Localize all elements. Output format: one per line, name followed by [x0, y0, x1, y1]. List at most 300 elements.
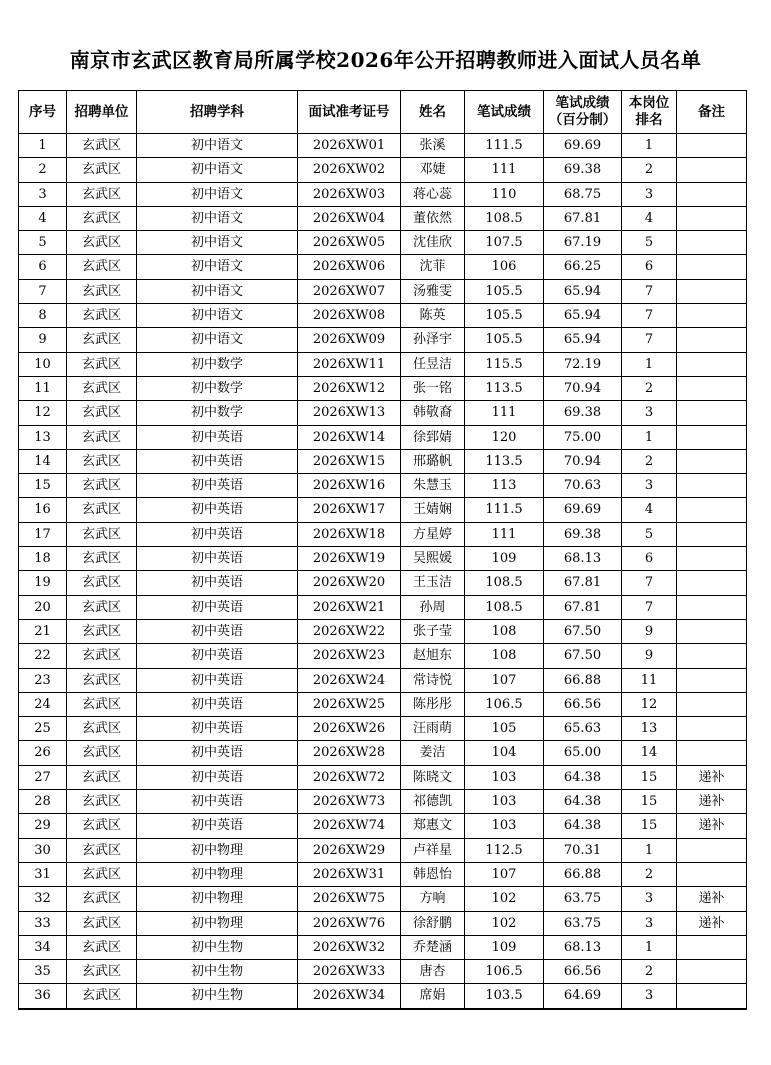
- cell-score: 103.5: [465, 984, 544, 1009]
- cell-exam-id: 2026XW04: [298, 206, 401, 230]
- cell-name: 汤雅雯: [401, 279, 465, 303]
- cell-name: 祁德凯: [401, 790, 465, 814]
- cell-name: 汪雨萌: [401, 717, 465, 741]
- cell-note: [677, 960, 747, 984]
- table-row: [19, 134, 747, 158]
- cell-score-pct: 66.88: [544, 862, 622, 886]
- cell-score: 102: [465, 887, 544, 911]
- header-score-pct-line1: 笔试成绩: [555, 95, 610, 111]
- cell-rank: 3: [622, 887, 677, 911]
- cell-subject: 初中物理: [137, 911, 298, 935]
- cell-unit: 玄武区: [67, 692, 137, 716]
- cell-score-pct: 72.19: [544, 352, 622, 376]
- cell-note: [677, 595, 747, 619]
- cell-exam-id: 2026XW73: [298, 790, 401, 814]
- cell-subject: 初中英语: [137, 692, 298, 716]
- cell-no: 26: [19, 741, 67, 765]
- cell-note: [677, 498, 747, 522]
- cell-score-pct: 69.38: [544, 522, 622, 546]
- cell-note: [677, 279, 747, 303]
- cell-subject: 初中英语: [137, 425, 298, 449]
- cell-name: 王婧娴: [401, 498, 465, 522]
- cell-no: 8: [19, 304, 67, 328]
- cell-score: 108.5: [465, 595, 544, 619]
- cell-name: 姜洁: [401, 741, 465, 765]
- table-row: [19, 960, 747, 984]
- table-row: [19, 328, 747, 352]
- cell-subject: 初中英语: [137, 668, 298, 692]
- cell-unit: 玄武区: [67, 571, 137, 595]
- cell-rank: 5: [622, 522, 677, 546]
- cell-name: 董依然: [401, 206, 465, 230]
- cell-score: 109: [465, 935, 544, 959]
- cell-unit: 玄武区: [67, 474, 137, 498]
- cell-unit: 玄武区: [67, 862, 137, 886]
- cell-unit: 玄武区: [67, 765, 137, 789]
- cell-unit: 玄武区: [67, 984, 137, 1009]
- cell-no: 32: [19, 887, 67, 911]
- cell-name: 郑惠文: [401, 814, 465, 838]
- cell-score: 110: [465, 182, 544, 206]
- cell-subject: 初中英语: [137, 449, 298, 473]
- cell-unit: 玄武区: [67, 814, 137, 838]
- cell-subject: 初中数学: [137, 401, 298, 425]
- cell-unit: 玄武区: [67, 255, 137, 279]
- table-row: [19, 644, 747, 668]
- cell-rank: 1: [622, 935, 677, 959]
- cell-exam-id: 2026XW28: [298, 741, 401, 765]
- cell-score: 103: [465, 790, 544, 814]
- table-row: [19, 206, 747, 230]
- table-row: [19, 887, 747, 911]
- cell-no: 29: [19, 814, 67, 838]
- header-no: 序号: [19, 91, 67, 134]
- cell-note: [677, 474, 747, 498]
- cell-score-pct: 65.63: [544, 717, 622, 741]
- cell-name: 陈晓文: [401, 765, 465, 789]
- cell-score: 113.5: [465, 376, 544, 400]
- cell-name: 陈彤彤: [401, 692, 465, 716]
- cell-unit: 玄武区: [67, 741, 137, 765]
- cell-note: [677, 717, 747, 741]
- cell-score: 107: [465, 668, 544, 692]
- cell-exam-id: 2026XW18: [298, 522, 401, 546]
- cell-rank: 11: [622, 668, 677, 692]
- cell-subject: 初中英语: [137, 765, 298, 789]
- cell-score: 105.5: [465, 328, 544, 352]
- cell-note: [677, 935, 747, 959]
- cell-score-pct: 64.38: [544, 790, 622, 814]
- page-title: 南京市玄武区教育局所属学校2026年公开招聘教师进入面试人员名单: [69, 48, 702, 72]
- cell-name: 席娟: [401, 984, 465, 1009]
- cell-exam-id: 2026XW22: [298, 619, 401, 643]
- cell-no: 25: [19, 717, 67, 741]
- cell-score-pct: 65.94: [544, 328, 622, 352]
- table-row: [19, 522, 747, 546]
- header-score-pct: [544, 91, 622, 134]
- cell-score-pct: 70.94: [544, 449, 622, 473]
- cell-score-pct: 64.38: [544, 814, 622, 838]
- cell-score: 106.5: [465, 692, 544, 716]
- cell-no: 20: [19, 595, 67, 619]
- cell-subject: 初中英语: [137, 790, 298, 814]
- cell-no: 17: [19, 522, 67, 546]
- cell-score: 111: [465, 522, 544, 546]
- header-row: [19, 91, 747, 134]
- cell-name: 方响: [401, 887, 465, 911]
- cell-score-pct: 64.38: [544, 765, 622, 789]
- cell-rank: 14: [622, 741, 677, 765]
- cell-subject: 初中语文: [137, 328, 298, 352]
- cell-no: 4: [19, 206, 67, 230]
- cell-unit: 玄武区: [67, 158, 137, 182]
- cell-rank: 3: [622, 474, 677, 498]
- table-row: [19, 401, 747, 425]
- cell-exam-id: 2026XW16: [298, 474, 401, 498]
- cell-exam-id: 2026XW01: [298, 134, 401, 158]
- cell-exam-id: 2026XW08: [298, 304, 401, 328]
- header-rank-line2: 排名: [635, 112, 663, 128]
- cell-rank: 7: [622, 571, 677, 595]
- cell-score-pct: 63.75: [544, 887, 622, 911]
- cell-unit: 玄武区: [67, 328, 137, 352]
- cell-note: [677, 255, 747, 279]
- cell-note: [677, 376, 747, 400]
- cell-score-pct: 66.56: [544, 692, 622, 716]
- cell-score: 111: [465, 401, 544, 425]
- cell-score: 106: [465, 255, 544, 279]
- cell-name: 韩敬裔: [401, 401, 465, 425]
- cell-exam-id: 2026XW17: [298, 498, 401, 522]
- cell-rank: 13: [622, 717, 677, 741]
- cell-rank: 7: [622, 304, 677, 328]
- cell-exam-id: 2026XW34: [298, 984, 401, 1009]
- cell-note: [677, 619, 747, 643]
- cell-score-pct: 70.63: [544, 474, 622, 498]
- cell-no: 36: [19, 984, 67, 1009]
- cell-score-pct: 67.81: [544, 206, 622, 230]
- cell-unit: 玄武区: [67, 376, 137, 400]
- cell-score: 107.5: [465, 231, 544, 255]
- cell-subject: 初中物理: [137, 862, 298, 886]
- cell-subject: 初中英语: [137, 547, 298, 571]
- cell-score-pct: 68.13: [544, 547, 622, 571]
- cell-no: 9: [19, 328, 67, 352]
- cell-score-pct: 75.00: [544, 425, 622, 449]
- table-row: [19, 984, 747, 1009]
- cell-rank: 7: [622, 328, 677, 352]
- cell-score-pct: 67.81: [544, 595, 622, 619]
- cell-name: 赵旭东: [401, 644, 465, 668]
- cell-subject: 初中英语: [137, 717, 298, 741]
- cell-rank: 3: [622, 182, 677, 206]
- cell-subject: 初中英语: [137, 644, 298, 668]
- cell-note: [677, 547, 747, 571]
- cell-note: 递补: [677, 790, 747, 814]
- cell-subject: 初中英语: [137, 474, 298, 498]
- cell-score: 115.5: [465, 352, 544, 376]
- cell-unit: 玄武区: [67, 182, 137, 206]
- header-rank-line1: 本岗位: [628, 95, 670, 111]
- cell-no: 22: [19, 644, 67, 668]
- cell-score: 108.5: [465, 206, 544, 230]
- table-row: [19, 717, 747, 741]
- cell-exam-id: 2026XW19: [298, 547, 401, 571]
- table-row: [19, 814, 747, 838]
- header-note: 备注: [677, 91, 747, 134]
- cell-name: 孙周: [401, 595, 465, 619]
- cell-score-pct: 65.00: [544, 741, 622, 765]
- candidate-table: [18, 90, 747, 1010]
- table-row: [19, 255, 747, 279]
- cell-note: 递补: [677, 814, 747, 838]
- cell-note: [677, 741, 747, 765]
- header-score: 笔试成绩: [465, 91, 544, 134]
- cell-unit: 玄武区: [67, 401, 137, 425]
- cell-exam-id: 2026XW75: [298, 887, 401, 911]
- cell-exam-id: 2026XW12: [298, 376, 401, 400]
- cell-unit: 玄武区: [67, 911, 137, 935]
- cell-no: 19: [19, 571, 67, 595]
- cell-note: 递补: [677, 765, 747, 789]
- cell-name: 乔楚涵: [401, 935, 465, 959]
- cell-exam-id: 2026XW31: [298, 862, 401, 886]
- cell-subject: 初中英语: [137, 814, 298, 838]
- table-row: [19, 619, 747, 643]
- cell-no: 11: [19, 376, 67, 400]
- cell-no: 34: [19, 935, 67, 959]
- cell-score-pct: 65.94: [544, 279, 622, 303]
- cell-score: 108: [465, 619, 544, 643]
- cell-unit: 玄武区: [67, 935, 137, 959]
- cell-exam-id: 2026XW20: [298, 571, 401, 595]
- cell-note: [677, 231, 747, 255]
- table-row: [19, 790, 747, 814]
- cell-no: 35: [19, 960, 67, 984]
- cell-name: 沈佳欣: [401, 231, 465, 255]
- cell-unit: 玄武区: [67, 790, 137, 814]
- table-row: [19, 498, 747, 522]
- cell-name: 唐杏: [401, 960, 465, 984]
- cell-note: [677, 158, 747, 182]
- cell-subject: 初中英语: [137, 595, 298, 619]
- cell-note: [677, 522, 747, 546]
- cell-name: 方星婷: [401, 522, 465, 546]
- cell-note: [677, 304, 747, 328]
- cell-rank: 15: [622, 765, 677, 789]
- cell-name: 张子莹: [401, 619, 465, 643]
- cell-no: 33: [19, 911, 67, 935]
- cell-no: 10: [19, 352, 67, 376]
- cell-subject: 初中物理: [137, 887, 298, 911]
- cell-note: [677, 862, 747, 886]
- cell-rank: 1: [622, 425, 677, 449]
- cell-rank: 15: [622, 790, 677, 814]
- cell-unit: 玄武区: [67, 231, 137, 255]
- cell-name: 张溪: [401, 134, 465, 158]
- cell-rank: 7: [622, 595, 677, 619]
- cell-rank: 7: [622, 279, 677, 303]
- cell-name: 张一铭: [401, 376, 465, 400]
- table-row: [19, 231, 747, 255]
- cell-score: 103: [465, 765, 544, 789]
- cell-exam-id: 2026XW09: [298, 328, 401, 352]
- cell-rank: 3: [622, 401, 677, 425]
- cell-note: [677, 425, 747, 449]
- cell-score: 103: [465, 814, 544, 838]
- table-row: [19, 595, 747, 619]
- cell-subject: 初中数学: [137, 376, 298, 400]
- cell-unit: 玄武区: [67, 206, 137, 230]
- cell-score: 105.5: [465, 279, 544, 303]
- table-row: [19, 182, 747, 206]
- table-row: [19, 352, 747, 376]
- cell-unit: 玄武区: [67, 449, 137, 473]
- cell-rank: 2: [622, 158, 677, 182]
- cell-score: 120: [465, 425, 544, 449]
- cell-note: [677, 571, 747, 595]
- cell-score-pct: 69.69: [544, 134, 622, 158]
- cell-score: 111.5: [465, 134, 544, 158]
- cell-score-pct: 67.50: [544, 619, 622, 643]
- cell-exam-id: 2026XW32: [298, 935, 401, 959]
- cell-rank: 2: [622, 960, 677, 984]
- table-row: [19, 547, 747, 571]
- cell-name: 朱慧玉: [401, 474, 465, 498]
- cell-rank: 2: [622, 862, 677, 886]
- header-exam-id: 面试准考证号: [298, 91, 401, 134]
- cell-subject: 初中英语: [137, 571, 298, 595]
- cell-note: 递补: [677, 911, 747, 935]
- table-row: [19, 158, 747, 182]
- header-unit: 招聘单位: [67, 91, 137, 134]
- cell-subject: 初中英语: [137, 741, 298, 765]
- cell-score: 113.5: [465, 449, 544, 473]
- cell-note: [677, 838, 747, 862]
- cell-exam-id: 2026XW76: [298, 911, 401, 935]
- cell-no: 7: [19, 279, 67, 303]
- cell-note: [677, 328, 747, 352]
- cell-subject: 初中语文: [137, 206, 298, 230]
- cell-name: 韩恩怡: [401, 862, 465, 886]
- table-row: [19, 425, 747, 449]
- cell-exam-id: 2026XW11: [298, 352, 401, 376]
- cell-score-pct: 63.75: [544, 911, 622, 935]
- cell-score: 109: [465, 547, 544, 571]
- cell-note: [677, 182, 747, 206]
- cell-unit: 玄武区: [67, 644, 137, 668]
- cell-note: [677, 401, 747, 425]
- cell-subject: 初中英语: [137, 619, 298, 643]
- cell-subject: 初中语文: [137, 255, 298, 279]
- cell-exam-id: 2026XW15: [298, 449, 401, 473]
- cell-rank: 5: [622, 231, 677, 255]
- cell-subject: 初中语文: [137, 304, 298, 328]
- cell-rank: 9: [622, 644, 677, 668]
- cell-rank: 2: [622, 376, 677, 400]
- cell-score: 104: [465, 741, 544, 765]
- cell-no: 30: [19, 838, 67, 862]
- cell-note: [677, 668, 747, 692]
- cell-no: 18: [19, 547, 67, 571]
- cell-unit: 玄武区: [67, 619, 137, 643]
- cell-unit: 玄武区: [67, 717, 137, 741]
- cell-exam-id: 2026XW02: [298, 158, 401, 182]
- cell-note: [677, 984, 747, 1009]
- cell-exam-id: 2026XW29: [298, 838, 401, 862]
- cell-exam-id: 2026XW06: [298, 255, 401, 279]
- header-name: 姓名: [401, 91, 465, 134]
- cell-note: [677, 206, 747, 230]
- header-subject: 招聘学科: [137, 91, 298, 134]
- cell-subject: 初中语文: [137, 182, 298, 206]
- cell-score: 111.5: [465, 498, 544, 522]
- cell-unit: 玄武区: [67, 352, 137, 376]
- cell-score-pct: 68.75: [544, 182, 622, 206]
- table-row: [19, 838, 747, 862]
- cell-no: 28: [19, 790, 67, 814]
- cell-name: 卢祥星: [401, 838, 465, 862]
- cell-score: 108: [465, 644, 544, 668]
- table-row: [19, 668, 747, 692]
- cell-note: [677, 352, 747, 376]
- cell-score: 106.5: [465, 960, 544, 984]
- cell-score-pct: 69.69: [544, 498, 622, 522]
- cell-rank: 9: [622, 619, 677, 643]
- cell-note: [677, 644, 747, 668]
- cell-name: 邢璐帆: [401, 449, 465, 473]
- cell-no: 31: [19, 862, 67, 886]
- cell-subject: 初中物理: [137, 838, 298, 862]
- table-row: [19, 571, 747, 595]
- cell-subject: 初中生物: [137, 984, 298, 1009]
- cell-no: 3: [19, 182, 67, 206]
- cell-no: 21: [19, 619, 67, 643]
- cell-exam-id: 2026XW21: [298, 595, 401, 619]
- cell-exam-id: 2026XW24: [298, 668, 401, 692]
- cell-name: 陈英: [401, 304, 465, 328]
- cell-name: 王玉洁: [401, 571, 465, 595]
- cell-score: 105: [465, 717, 544, 741]
- cell-rank: 4: [622, 498, 677, 522]
- cell-subject: 初中生物: [137, 960, 298, 984]
- cell-subject: 初中语文: [137, 134, 298, 158]
- cell-no: 5: [19, 231, 67, 255]
- cell-exam-id: 2026XW74: [298, 814, 401, 838]
- cell-name: 邓婕: [401, 158, 465, 182]
- cell-unit: 玄武区: [67, 279, 137, 303]
- cell-exam-id: 2026XW23: [298, 644, 401, 668]
- cell-no: 24: [19, 692, 67, 716]
- cell-exam-id: 2026XW33: [298, 960, 401, 984]
- cell-score: 102: [465, 911, 544, 935]
- table-row: [19, 304, 747, 328]
- table-row: [19, 474, 747, 498]
- cell-no: 27: [19, 765, 67, 789]
- cell-score: 105.5: [465, 304, 544, 328]
- cell-unit: 玄武区: [67, 668, 137, 692]
- cell-rank: 1: [622, 352, 677, 376]
- cell-score-pct: 69.38: [544, 158, 622, 182]
- cell-score-pct: 66.56: [544, 960, 622, 984]
- cell-unit: 玄武区: [67, 887, 137, 911]
- cell-name: 沈菲: [401, 255, 465, 279]
- cell-no: 6: [19, 255, 67, 279]
- cell-name: 徐郅婧: [401, 425, 465, 449]
- table-row: [19, 911, 747, 935]
- cell-no: 12: [19, 401, 67, 425]
- table-row: [19, 449, 747, 473]
